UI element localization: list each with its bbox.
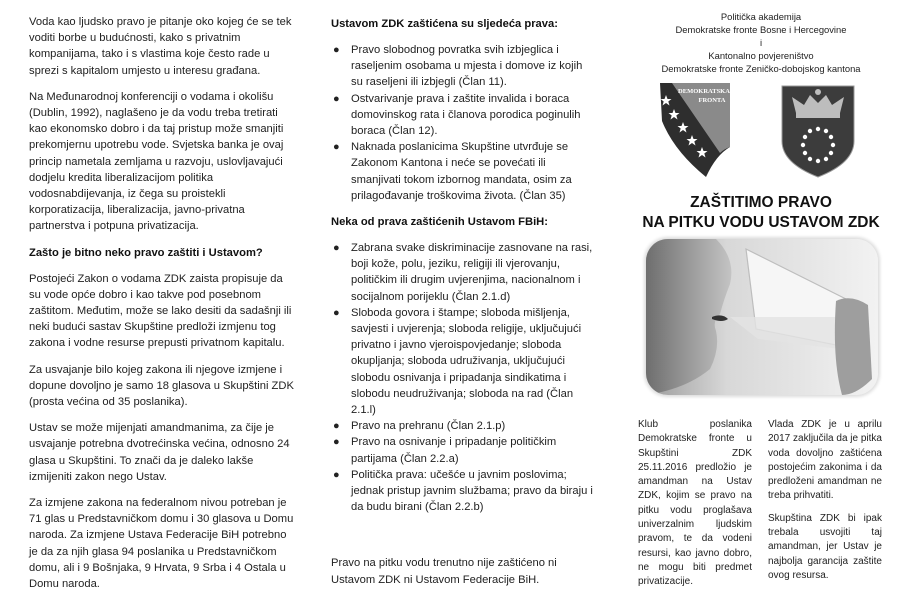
intro-paragraph: Voda kao ljudsko pravo je pitanje oko kojeg će se tek voditi borbe u budućnosti, kako s privatnim kompanijama, tako i s vlastima koje često rade u sprezi s kapitalom umjesto u interesu građana. xyxy=(29,16,292,77)
federal-paragraph: Za izmjene zakona na federalnom nivou potreban je 71 glas u Predstavničkom domu i 30 glasova u Domu naroda. Za izmjene Ustava Federacije BiH potrebno je da za njih glasa 94 poslanika u Predstavničkom domu, ali i 9 Bošnjaka, 9 Hrvata, 9 Srba i 4 Ostala u Domu naroda. xyxy=(29,497,294,591)
bullet-icon: ● xyxy=(333,420,340,433)
bullet-icon: ● xyxy=(333,242,340,255)
government-response-text: Vlada ZDK je u aprilu 2017 zaključila da je pitka voda dovoljno zaštićena postojećim zakonima i da predloženi amandman ne treba prihvatiti. Skupština ZDK bi ipak trebala usvojiti taj amandman, jer Ustav je najbolja garancija zaštite ovog resursa. xyxy=(768,419,882,581)
photo-illustration-icon xyxy=(646,239,878,395)
list-item: ● Sloboda govora i štampe; sloboda mišljenja, savjesti i uvjerenja; sloboda religije, uključujući privatno i javno vjeroispovjedanje; sloboda okupljanja; sloboda udruživanja, uključujući slobodu osnivanja i pripadanja sindikatima i slobodu neudruživanja; sloboda na rad (Član 2.1.l) xyxy=(333,306,582,417)
organization-header: Politička akademija Demokratske fronte Bosne i Hercegovine i Kantonalno povjereništvo Demokratske fronte Zeničko-dobojskog kantona xyxy=(661,11,861,74)
cover-title: ZAŠTITIMO PRAVO NA PITKU VODU USTAVOM ZDK xyxy=(642,194,880,231)
fbih-rights-list xyxy=(331,240,596,515)
list-item: ● Pravo na prehranu (Član 2.1.p) xyxy=(331,418,596,434)
fbih-rights-heading: Neka od prava zaštićenih Ustavom FBiH: xyxy=(331,216,548,229)
drinking-water-photo xyxy=(646,239,878,395)
svg-text:DEMOKRATSKA: DEMOKRATSKA xyxy=(678,88,730,95)
votes-paragraph: Za usvajanje bilo kojeg zakona ili njegove izmjene i dopune dovoljno je samo 18 glasova u Skupštini ZDK (prosta većina od 35 poslanika). xyxy=(29,363,294,409)
bullet-icon: ● xyxy=(333,141,340,154)
amendment-proposal-text: Klub poslanika Demokratske fronte u Skupštini ZDK 25.11.2016 predložio je amandman na Ustav ZDK, kojim se pravo na pitku vodu proglašava univerzalnim ljudskim pravom, te da vodeni resursi, kao javno dobro, ne mogu biti predmet privatizacije. xyxy=(638,419,752,588)
list-item: ● Pravo na osnivanje i pripadanje političkim partijama (Član 2.2.a) xyxy=(333,436,557,465)
bullet-icon: ● xyxy=(333,92,340,105)
logos xyxy=(632,81,890,191)
bullet-icon: ● xyxy=(333,436,340,449)
svg-text:FRONTA: FRONTA xyxy=(698,97,726,104)
zdk-rights-list xyxy=(331,42,596,204)
column-left xyxy=(29,14,297,602)
zdk-coat-of-arms-icon xyxy=(778,83,858,179)
closing-statement: Pravo na pitku vodu trenutno nije zaštićeno ni Ustavom ZDK ni Ustavom Federacije BiH. xyxy=(331,557,557,586)
list-item: ● Pravo slobodnog povratka svih izbjeglica i raseljenim osobama u mjesta i domove iz kojih su raseljeni ili izbjegli (Član 11). xyxy=(333,44,583,89)
list-item: ● Zabrana svake diskriminacije zasnovane na rasi, boji kože, polu, jeziku, religiji ili vjerovanju, političkim ili drugim uvjerenjima, nacionalnom i socijalnom porijeklu (Član 2.1.d) xyxy=(333,242,593,303)
column-right-cover xyxy=(632,10,890,588)
list-item: ● Ostvarivanje prava i zaštite invalida i boraca domovinskog rata i članova porodica poginulih boraca (Član 12). xyxy=(333,92,581,138)
bullet-icon: ● xyxy=(333,306,340,319)
amendments-paragraph: Ustav se može mijenjati amandmanima, za čije je usvajanje potrebna dvotrećinska većina, odnosno 24 glasa u Skupštini. To znači da je daleko lakše izmijeniti zakon nego Ustav. xyxy=(29,422,290,483)
bullet-icon: ● xyxy=(333,44,340,56)
why-heading: Zašto je bitno neko pravo zaštiti i Ustavom? xyxy=(29,246,263,259)
column-middle xyxy=(331,16,596,598)
zdk-rights-heading: Ustavom ZDK zaštićena su sljedeća prava: xyxy=(331,18,558,30)
bullet-icon: ● xyxy=(333,468,340,481)
list-item: ● Politička prava: učešće u javnim poslovima; jednak pristup javnim službama; pravo da biraju i da budu birani (Član 2.2.b) xyxy=(333,468,593,514)
law-paragraph: Postojeći Zakon o vodama ZDK zaista propisuje da su vode opće dobro i kao takve pod posebnom zaštitom. Međutim, može se lako desiti da sadašnji ili neki budući sastav Skupštine predloži izmjenu tog zakona i vodne resurse prepusti privatnom kapitalu. xyxy=(29,272,292,350)
list-item: ● Naknada poslanicima Skupštine utvrđuje se Zakonom Kantona i neće se povećati ili smanjivati tokom izbornog mandata, osim za prilagođavanje troškovima života. (Član 35) xyxy=(333,141,572,202)
demokratska-fronta-logo-icon xyxy=(654,81,734,181)
dublin-paragraph: Na Međunarodnoj konferenciji o vodama i okolišu (Dublin, 1992), naglašeno je da vodu treba tretirati kao ekonomsko dobro i da taj pristup može smanjiti prekomjernu upotrebu vode. Svjetska banka je ovaj princip nametala zemljama u razvoju, uslovljavajući dodjelu kredita liberalizacijom politika vodosnabdijevanja, iz čega su proistekli korporatizacija, liberalizacija, javno-privatna partnerstva i potpuna privatizacija. xyxy=(29,90,284,233)
